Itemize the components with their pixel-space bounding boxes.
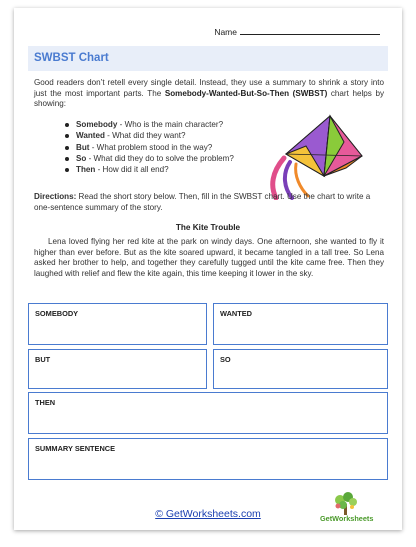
list-desc: - How did it all end? xyxy=(95,165,169,175)
list-term: So xyxy=(76,153,87,163)
story-text: Lena loved flying her red kite at the park on windy days. One afternoon, she wanted to fly it higher than ever before. But as the kite soared upward, it became tangled in a tall tree. So Lena asked her brother to help, and together they carefully tugged until the kite came free. Then they laughed with relief and flew the kite again, this time keeping it lower in the sky. xyxy=(34,237,384,278)
intro-text-before: Good readers don’t retell every single detail. Instead, they use a summary to shrink a story into just the most important parts. The xyxy=(34,78,384,98)
somebody-label: SOMEBODY xyxy=(35,309,79,318)
list-term: But xyxy=(76,142,90,152)
wanted-label: WANTED xyxy=(220,309,253,318)
so-label: SO xyxy=(220,355,231,364)
list-term: Wanted xyxy=(76,131,105,141)
list-item xyxy=(76,153,256,164)
summary-box[interactable] xyxy=(28,438,388,480)
directions-paragraph xyxy=(34,192,384,213)
list-item xyxy=(76,142,256,153)
somebody-box[interactable] xyxy=(28,303,207,345)
list-term: Then xyxy=(76,165,96,175)
intro-paragraph xyxy=(34,78,384,110)
directions-label: Directions: xyxy=(34,192,77,201)
wanted-box[interactable] xyxy=(213,303,388,345)
tree-logo-icon xyxy=(318,490,390,530)
list-desc: - What did they do to solve the problem? xyxy=(86,153,234,163)
so-box[interactable] xyxy=(213,349,388,389)
worksheet-page xyxy=(14,8,402,530)
but-box[interactable] xyxy=(28,349,207,389)
then-box[interactable] xyxy=(28,392,388,434)
list-desc: - What did they want? xyxy=(104,131,186,141)
footer-link[interactable]: © GetWorksheets.com xyxy=(155,508,261,520)
list-item xyxy=(76,119,256,130)
summary-label: SUMMARY SENTENCE xyxy=(35,444,116,453)
directions-text: Read the short story below. Then, fill in the SWBST chart. Use the chart to write a one-sentence summary of the story. xyxy=(34,192,371,212)
swbst-list xyxy=(76,119,256,175)
list-desc: - What problem stood in the way? xyxy=(89,142,213,152)
name-label: Name xyxy=(214,27,237,37)
intro-text-after: chart helps by showing: xyxy=(34,88,384,108)
list-item xyxy=(76,164,256,175)
but-label: BUT xyxy=(35,355,51,364)
page-title: SWBST Chart xyxy=(34,52,109,64)
list-desc: - Who is the main character? xyxy=(117,120,224,129)
story-title: The Kite Trouble xyxy=(175,223,241,232)
then-label: THEN xyxy=(35,398,56,407)
list-item xyxy=(76,130,256,141)
name-blank-line[interactable] xyxy=(240,26,380,35)
logo-text: GetWorksheets xyxy=(320,514,374,523)
list-term: Somebody xyxy=(76,120,118,129)
name-field xyxy=(214,26,380,37)
kite-illustration xyxy=(266,112,366,200)
intro-bold-term: Somebody-Wanted-But-So-Then (SWBST) xyxy=(164,88,328,98)
